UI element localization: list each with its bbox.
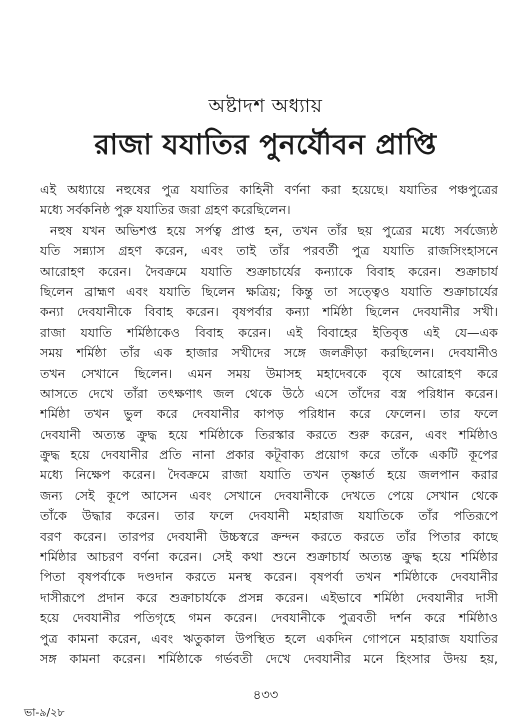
text-line: শর্মিষ্ঠার আচরণ বর্ণনা করেন। সেই কথা শুনে শুক্রাচার্য অত্যন্ত ক্রুদ্ধ হয়ে শর্মিষ্ঠার bbox=[40, 549, 498, 565]
text-line: তখন সেখানে ছিলেন। এমন সময় উমাসহ মহাদেবকে বৃষে আরোহণ করে bbox=[40, 365, 498, 381]
chapter-heading: অষ্টাদশ অধ্যায় bbox=[208, 95, 323, 117]
text-line: সঙ্গ কামনা করেন। শর্মিষ্ঠাকে গর্ভবতী দেখে দেবযানীর মনে হিংসার উদয় হয়, bbox=[40, 650, 498, 666]
text-line: এই অধ্যায়ে নহুষের পুত্র যযাতির কাহিনী বর্ণনা করা হয়েছে। যযাতির পঞ্চপুত্রের bbox=[40, 182, 498, 197]
text-line: আসতে দেখে তাঁরা তৎক্ষণাৎ জল থেকে উঠে এসে তাঁদের বস্ত্র পরিধান করেন। bbox=[40, 385, 498, 401]
body-text bbox=[40, 180, 498, 669]
text-line: যতি সন্ন্যাস গ্রহণ করেন, এবং তাই তাঁর পরবর্তী পুত্র যযাতি রাজসিংহাসনে bbox=[40, 243, 498, 259]
text-line: নহুষ যখন অভিশপ্ত হয়ে সর্পত্ব প্রাপ্ত হন, তখন তাঁর ছয় পুত্রের মধ্যে সর্বজ্যেষ্ঠ bbox=[50, 222, 498, 238]
text-line: মধ্যে সর্বকনিষ্ঠ পুরু যযাতির জরা গ্রহণ করেছিলেন। bbox=[40, 202, 291, 218]
chapter-title: রাজা যযাতির পুনর্যৌবন প্রাপ্তি bbox=[94, 128, 437, 161]
text-line: পিতা বৃষপর্বাকে দণ্ডদান করতে মনস্থ করেন। বৃষপর্বা তখন শর্মিষ্ঠাকে দেবযানীর bbox=[40, 569, 498, 585]
text-line: রাজা যযাতি শর্মিষ্ঠাকেও বিবাহ করেন। এই বিবাহের ইতিবৃত্ত এই যে—এক bbox=[40, 324, 498, 340]
text-line: দেবযানী অত্যন্ত ক্রুদ্ধ হয়ে শর্মিষ্ঠাকে তিরস্কার করতে শুরু করেন, এবং শর্মিষ্ঠাও bbox=[40, 426, 498, 442]
text-line: বরণ করেন। তারপর দেবযানী উচ্চস্বরে ক্রন্দন করতে করতে তাঁর পিতার কাছে bbox=[40, 528, 498, 544]
text-line: আরোহণ করেন। দৈবক্রমে যযাতি শুক্রাচার্যের কন্যাকে বিবাহ করেন। শুক্রাচার্য bbox=[40, 263, 498, 279]
text-line: মধ্যে নিক্ষেপ করেন। দৈবক্রমে রাজা যযাতি তখন তৃষ্ণার্ত হয়ে জলপান করার bbox=[40, 467, 498, 483]
text-line: কন্যা দেবযানীকে বিবাহ করেন। বৃষপর্বার কন্যা শর্মিষ্ঠা ছিলেন দেবযানীর সখী। bbox=[40, 304, 498, 320]
text-line: ছিলেন ব্রাহ্মণ এবং যযাতি ছিলেন ক্ষত্রিয়; কিন্তু তা সত্ত্বেও যযাতি শুক্রাচার্যের bbox=[40, 283, 498, 299]
text-line: তাঁকে উদ্ধার করেন। তার ফলে দেবযানী মহারাজ যযাতিকে তাঁর পতিরূপে bbox=[40, 508, 498, 524]
text-line: পুত্র কামনা করেন, এবং ঋতুকাল উপস্থিত হলে একদিন গোপনে মহারাজ যযাতির bbox=[40, 630, 498, 646]
text-line: ক্রুদ্ধ হয়ে দেবযানীর প্রতি নানা প্রকার কটূবাক্য প্রয়োগ করে তাঁকে একটি কূপের bbox=[40, 447, 498, 463]
text-line: জন্য সেই কূপে আসেন এবং সেখানে দেবযানীকে দেখতে পেয়ে সেখান থেকে bbox=[40, 487, 498, 503]
text-line: দাসীরূপে প্রদান করে শুক্রাচার্যকে প্রসন্ন করেন। এইভাবে শর্মিষ্ঠা দেবযানীর দাসী bbox=[40, 589, 498, 605]
text-line: হয়ে দেবযানীর পতিগৃহে গমন করেন। দেবযানীকে পুত্রবতী দর্শন করে শর্মিষ্ঠাও bbox=[40, 610, 498, 626]
page-number: ৪৩৩ bbox=[252, 688, 279, 703]
footer-signature-mark: ভা-৯/২৮ bbox=[24, 706, 65, 719]
text-line: সময় শর্মিষ্ঠা তাঁর এক হাজার সখীদের সঙ্গে জলক্রীড়া করছিলেন। দেবযানীও bbox=[40, 345, 498, 361]
text-line: শর্মিষ্ঠা তখন ভুল করে দেবযানীর কাপড় পরিধান করে ফেলেন। তার ফলে bbox=[40, 406, 498, 422]
